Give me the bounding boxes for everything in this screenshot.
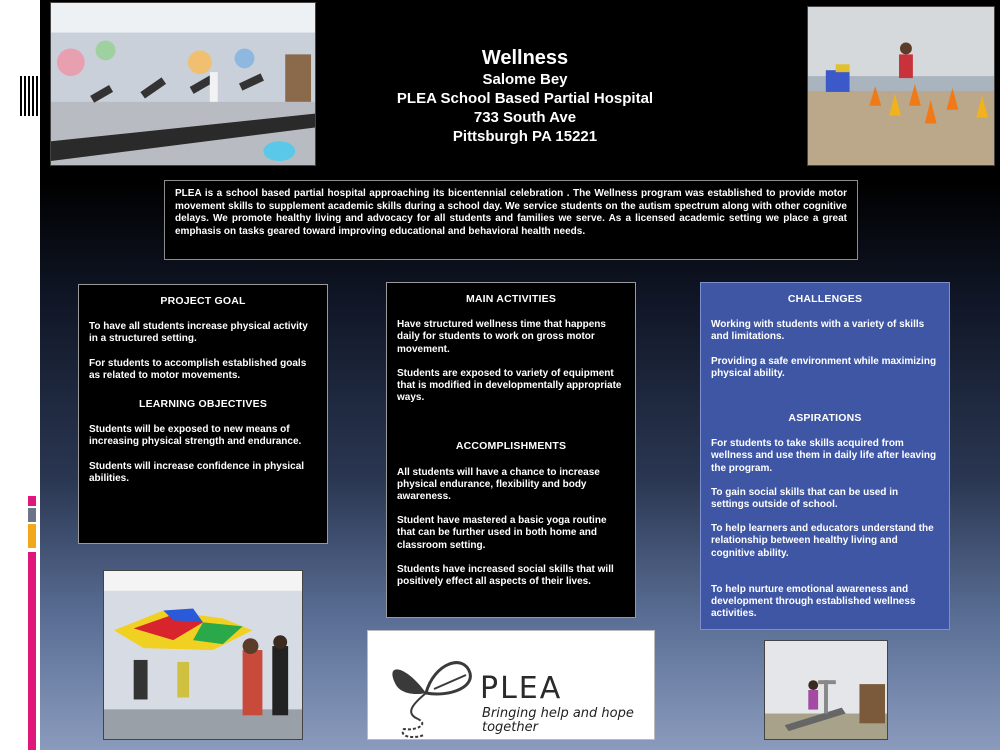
logo-name: PLEA [480,671,563,706]
accent-swatch-pink [28,496,36,506]
accent-swatch-pink-long [28,552,36,750]
photo-yoga-class [50,2,316,166]
learning-objective-item: Students will increase confidence in physical abilities. [89,460,305,484]
panel-challenges [700,282,950,630]
heading-challenges: CHALLENGES [787,293,863,305]
project-goal-item: To have all students increase physical activity in a structured setting. [89,321,308,345]
accomplishment-item: All students will have a chance to increase physical endurance, flexibility and body awareness. [397,466,600,503]
butterfly-icon [374,633,484,741]
heading-learning-objectives: LEARNING OBJECTIVES [138,398,268,411]
main-activity-item: Students are exposed to variety of equipment that is modified in developmentally appropriate ways. [397,367,622,404]
plea-logo [367,630,655,740]
project-goal-item: For students to accomplish established goals as related to motor movements. [89,357,307,381]
aspiration-item: For students to take skills acquired from wellness and use them in daily life after leaving the program. [711,438,937,474]
learning-objective-item: Students will be exposed to new means of increasing physical strength and endurance. [89,424,302,448]
panel-project-goal [78,284,328,544]
photo-treadmill [764,640,888,740]
poster-title: Wellness [481,47,569,69]
challenge-item: Providing a safe environment while maximizing physical ability. [711,355,937,379]
panel-main-activities [386,282,636,618]
heading-project-goal: PROJECT GOAL [160,295,246,307]
main-activity-item: Have structured wellness time that happens daily for students to work on gross motor movement. [397,319,606,355]
institution-name: PLEA School Based Partial Hospital [396,90,654,107]
accent-swatch-slate [28,508,36,522]
accomplishment-item: Students have increased social skills that will positively effect all aspects of their lives. [397,563,614,588]
street-address: 733 South Ave [473,109,577,126]
photo-parachute-activity [103,570,303,740]
aspiration-item: To help learners and educators understand the relationship between healthy living and cognitive ability. [711,523,934,559]
intro-paragraph: PLEA is a school based partial hospital approaching its bicentennial celebration . The Wellness program was established to provide motor movement skills to supplement academic skills during a school day. We service students on the autism spectrum along with other cognitive delays. We promote healthy living and advocacy for all students and families we serve. As a licensed academic setting we place a great emphasis on tasks geared toward improving educational and behavioral health needs. [164,180,858,260]
barcode-decoration [20,76,40,116]
logo-tagline: Bringing help and hope together [482,706,634,735]
aspiration-item: To gain social skills that can be used in settings outside of school. [711,486,899,511]
heading-accomplishments: ACCOMPLISHMENTS [455,440,567,453]
heading-main-activities: MAIN ACTIVITIES [465,293,557,305]
author-name: Salome Bey [482,71,568,88]
aspiration-item: To help nurture emotional awareness and development through established wellness activities. [711,583,916,620]
accent-swatch-orange [28,524,36,548]
heading-aspirations: ASPIRATIONS [788,412,862,425]
city-address: Pittsburgh PA 15221 [452,128,598,145]
challenge-item: Working with students with a variety of skills and limitations. [711,319,925,343]
poster-header [330,46,720,146]
accomplishment-item: Student have mastered a basic yoga routine that can be further used in both home and classroom setting. [397,515,607,551]
photo-cone-course [807,6,995,166]
